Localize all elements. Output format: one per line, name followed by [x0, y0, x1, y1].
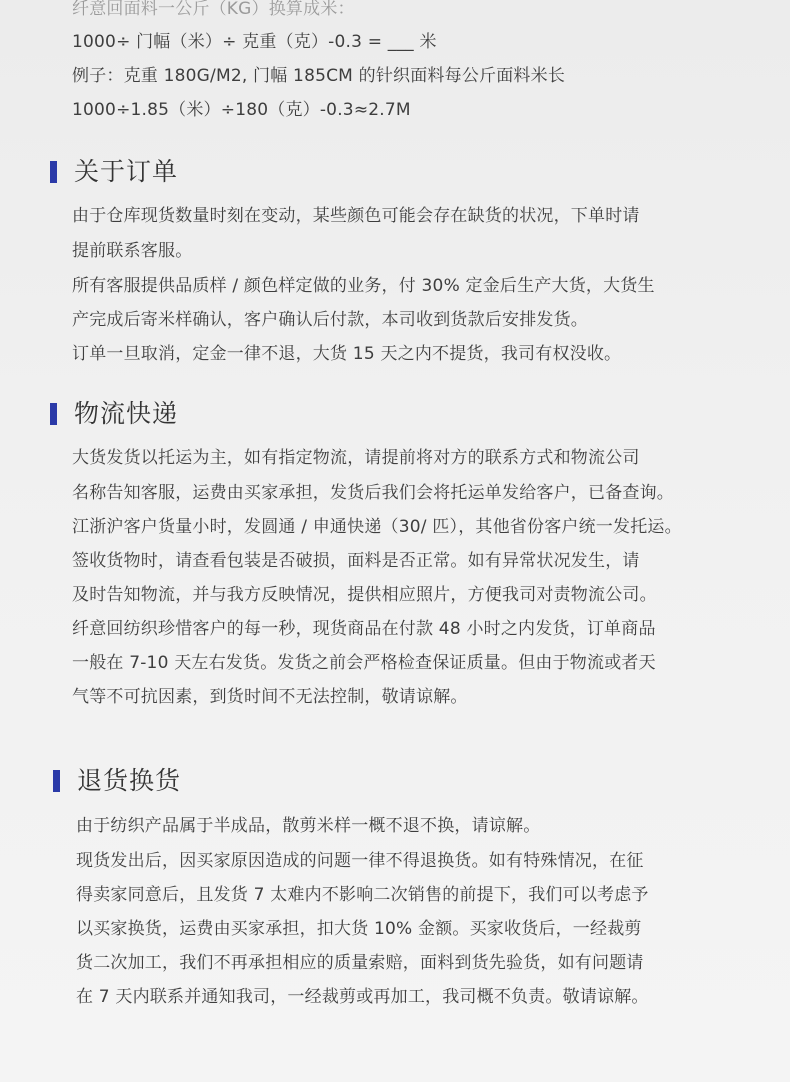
section-title: 关于订单	[74, 157, 179, 186]
paragraph-line: 名称告知客服，运费由买家承担，发货后我们会将托运单发给客户，已备查询。	[72, 483, 674, 503]
paragraph-line: 由于纺织产品属于半成品，散剪米样一概不退不换，请谅解。	[76, 816, 541, 836]
paragraph-line: 订单一旦取消，定金一律不退，大货 15 天之内不提货，我司有权没收。	[72, 344, 622, 364]
paragraph-line: 纤意回纺织珍惜客户的每一秒，现货商品在付款 48 小时之内发货，订单商品	[72, 619, 656, 639]
section-heading-logistics	[50, 398, 178, 430]
paragraph-line: 得卖家同意后，且发货 7 太难内不影响二次销售的前提下，我们可以考虑予	[76, 885, 649, 905]
paragraph-line: 大货发货以托运为主，如有指定物流，请提前将对方的联系方式和物流公司	[72, 448, 640, 468]
intro-line: 例子：克重 180G/M2, 门幅 185CM 的针织面料每公斤面料米长	[72, 66, 566, 86]
paragraph-line: 江浙沪客户货量小时，发圆通 / 申通快递（30/ 匹），其他省份客户统一发托运。	[72, 517, 682, 537]
paragraph-line: 所有客服提供品质样 / 颜色样定做的业务，付 30% 定金后生产大货，大货生	[72, 276, 655, 296]
section-title: 物流快递	[74, 399, 179, 428]
intro-line: 纤意回面料一公斤（KG）换算成米：	[72, 0, 355, 19]
intro-line: 1000÷1.85（米）÷180（克）-0.3≈2.7M	[72, 100, 411, 120]
section-heading-orders	[50, 156, 178, 188]
section-marker-bar	[50, 403, 57, 425]
paragraph-line: 一般在 7-10 天左右发货。发货之前会严格检查保证质量。但由于物流或者天	[72, 653, 656, 673]
paragraph-line: 产完成后寄米样确认，客户确认后付款，本司收到货款后安排发货。	[72, 310, 588, 330]
section-title: 退货换货	[77, 766, 182, 795]
paragraph-line: 签收货物时，请查看包装是否破损，面料是否正常。如有异常状况发生，请	[72, 551, 640, 571]
paragraph-line: 货二次加工，我们不再承担相应的质量索赔，面料到货先验货，如有问题请	[76, 953, 644, 973]
intro-line: 1000÷ 门幅（米）÷ 克重（克）-0.3 = ___ 米	[72, 32, 437, 52]
paragraph-line: 现货发出后，因买家原因造成的问题一律不得退换货。如有特殊情况，在征	[76, 851, 644, 871]
section-marker-bar	[50, 161, 57, 183]
paragraph-line: 及时告知物流，并与我方反映情况，提供相应照片，方便我司对责物流公司。	[72, 585, 657, 605]
section-heading-returns	[53, 765, 181, 797]
paragraph-line: 由于仓库现货数量时刻在变动，某些颜色可能会存在缺货的状况，下单时请	[72, 206, 640, 226]
paragraph-line: 以买家换货，运费由买家承担，扣大货 10% 金额。买家收货后，一经裁剪	[76, 919, 642, 939]
paragraph-line: 气等不可抗因素，到货时间不无法控制，敬请谅解。	[72, 687, 468, 707]
paragraph-line: 提前联系客服。	[72, 241, 193, 261]
paragraph-line: 在 7 天内联系并通知我司，一经裁剪或再加工，我司概不负责。敬请谅解。	[76, 987, 649, 1007]
section-marker-bar	[53, 770, 60, 792]
